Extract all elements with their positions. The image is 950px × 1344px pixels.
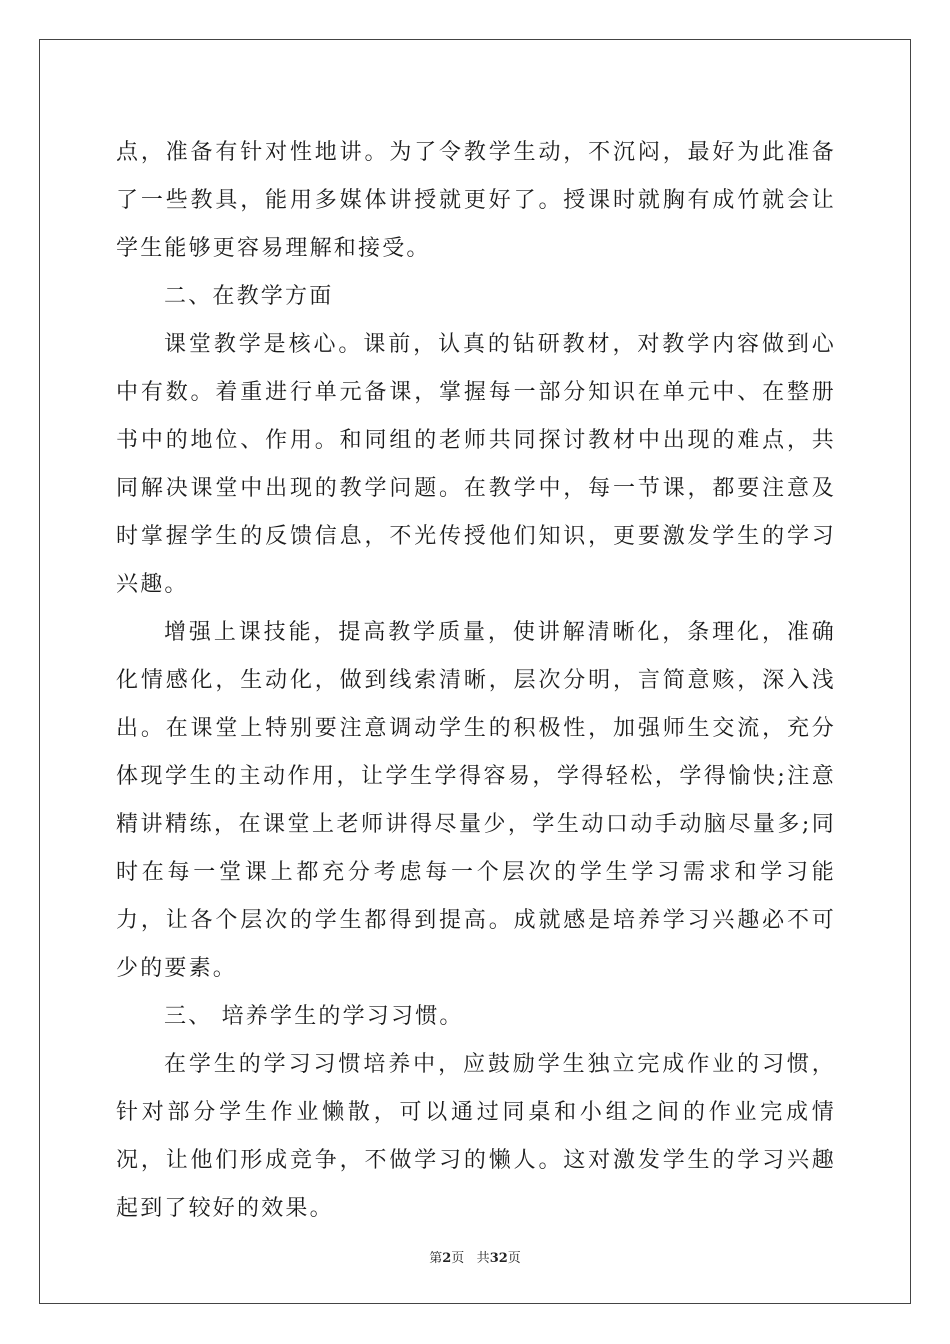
page-footer	[0, 1247, 950, 1266]
section-heading-teaching: 二、在教学方面	[164, 284, 334, 309]
paragraph-skills: 增强上课技能，提高教学质量，使讲解清晰化，条理化，准确化情感化，生动化，做到线索清晰，层次分明，言简意赅，深入浅出。在课堂上特别要注意调动学生的积极性，加强师生交流，充分体现学生的主动作用，让学生学得容易，学得轻松，学得愉快;注意精讲精练，在课堂上老师讲得尽量少，学生动口动手动脑尽量多;同时在每一堂课上都充分考虑每一个层次的学生学习需求和学习能力，让各个层次的学生都得到提高。成就感是培养学习兴趣必不可少的要素。	[116, 620, 836, 981]
total-prefix: 共	[476, 1251, 490, 1266]
paragraph-habits: 在学生的学习习惯培养中，应鼓励学生独立完成作业的习惯，针对部分学生作业懒散，可以通过同桌和小组之间的作业完成情况，让他们形成竞争，不做学习的懒人。这对激发学生的学习兴趣起到了较好的效果。	[116, 1052, 836, 1221]
paragraph-continued: 点，准备有针对性地讲。为了令教学生动，不沉闷，最好为此准备了一些教具，能用多媒体讲授就更好了。授课时就胸有成竹就会让学生能够更容易理解和接受。	[116, 140, 836, 261]
page-suffix: 页	[451, 1251, 465, 1266]
page-prefix: 第	[429, 1251, 443, 1266]
paragraph-classroom-core: 课堂教学是核心。课前，认真的钻研教材，对教学内容做到心中有数。着重进行单元备课，掌握每一部分知识在单元中、在整册书中的地位、作用。和同组的老师共同探讨教材中出现的难点，共同解决课堂中出现的教学问题。在教学中，每一节课，都要注意及时掌握学生的反馈信息，不光传授他们知识，更要激发学生的学习兴趣。	[116, 332, 836, 597]
total-pages-number: 32	[489, 1251, 508, 1266]
section-heading-habits: 三、 培养学生的学习习惯。	[164, 1004, 464, 1029]
document-body	[116, 129, 836, 1233]
total-suffix: 页	[507, 1251, 521, 1266]
current-page-number: 2	[442, 1251, 452, 1266]
